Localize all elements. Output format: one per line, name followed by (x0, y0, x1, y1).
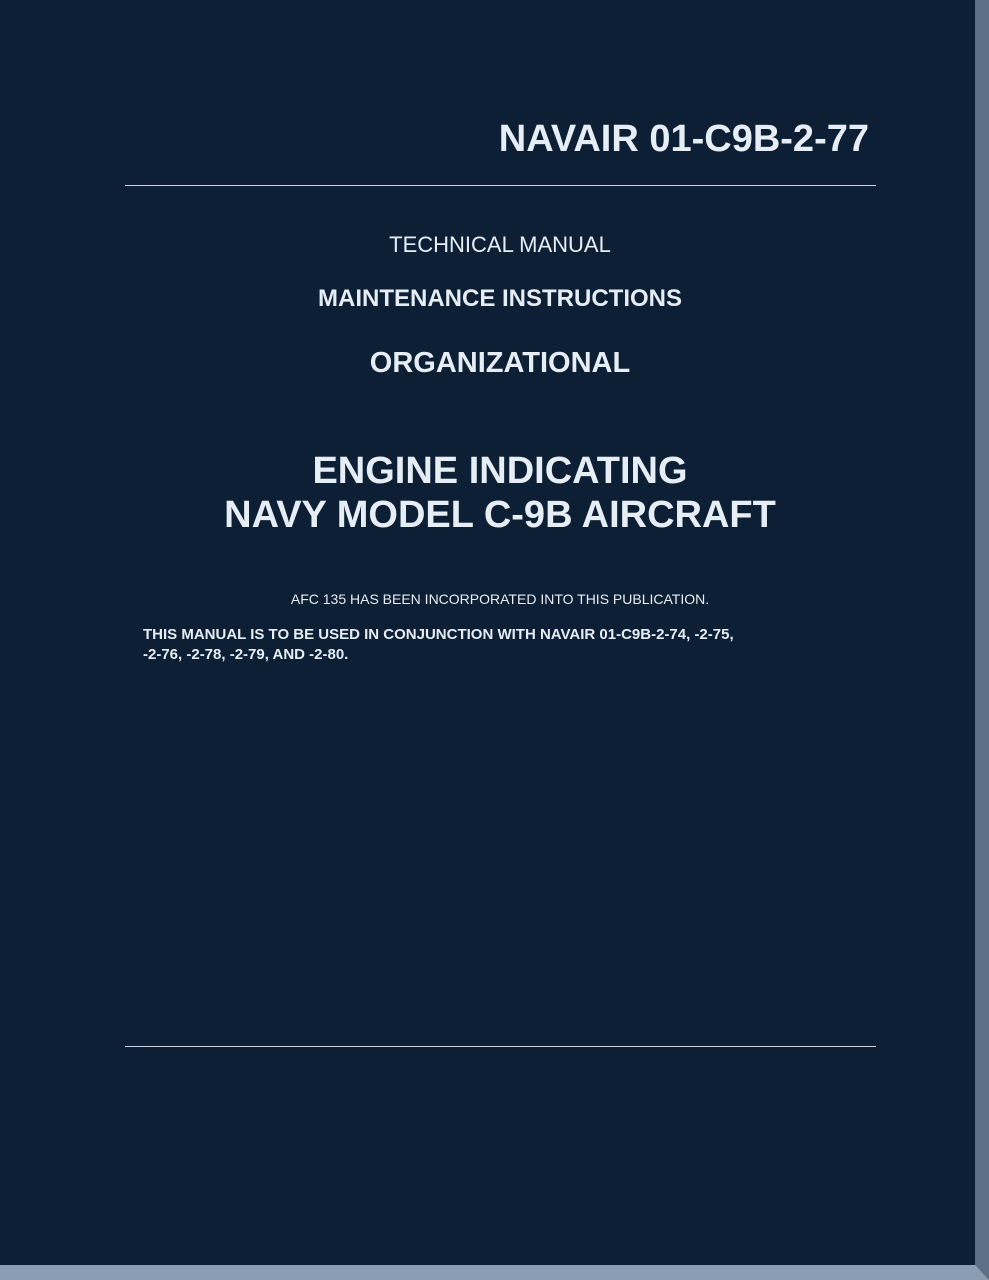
conjunction-line-2: -2-76, -2-78, -2-79, AND -2-80. (143, 646, 349, 663)
document-number: NAVAIR 01-C9B-2-77 (498, 118, 869, 160)
header-maintenance-instructions: MAINTENANCE INSTRUCTIONS (318, 285, 682, 312)
bottom-divider (125, 1046, 876, 1047)
afc-notice: AFC 135 HAS BEEN INCORPORATED INTO THIS PUBLICATION. (290, 591, 710, 607)
title-line-1: ENGINE INDICATING (312, 450, 688, 492)
page-edge-right (975, 0, 989, 1280)
conjunction-line-1: THIS MANUAL IS TO BE USED IN CONJUNCTION WITH NAVAIR 01-C9B-2-74, -2-75, (143, 626, 734, 643)
page-edge-bottom (0, 1265, 989, 1280)
header-technical-manual: TECHNICAL MANUAL (389, 232, 611, 257)
title-line-2: NAVY MODEL C-9B AIRCRAFT (224, 494, 776, 536)
header-organizational: ORGANIZATIONAL (369, 347, 631, 379)
top-divider (125, 185, 876, 186)
